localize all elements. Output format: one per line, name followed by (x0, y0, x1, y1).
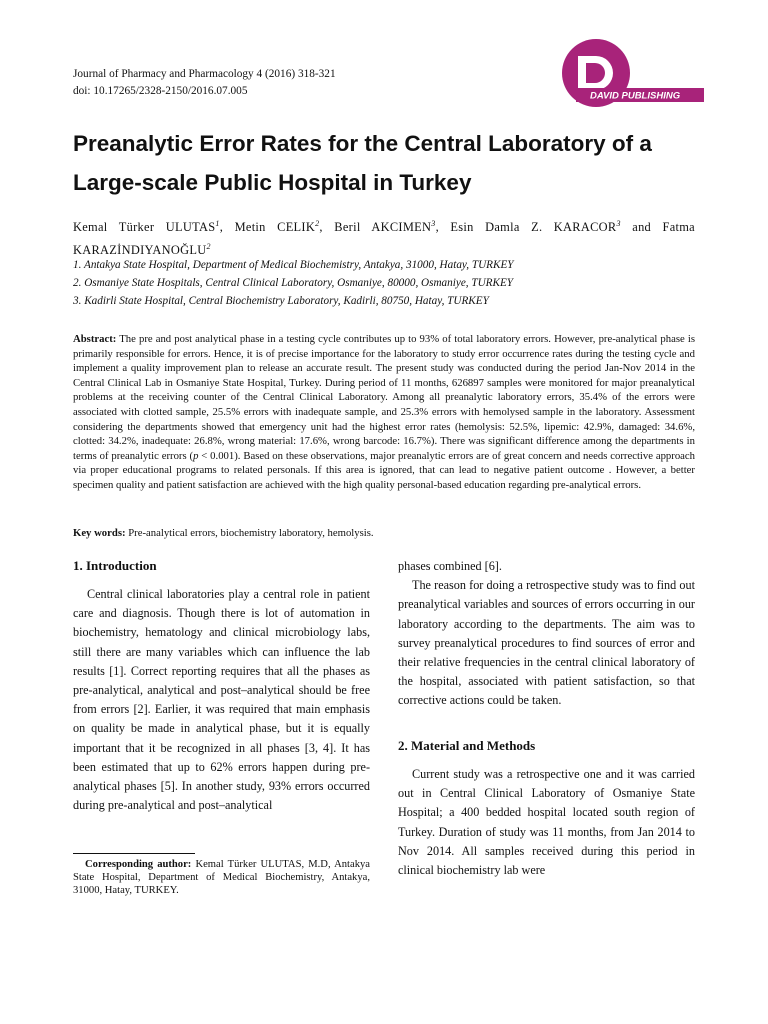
author-affiliation-mark: 1 (215, 219, 220, 228)
keywords (73, 527, 374, 539)
intro-paragraph: Central clinical laboratories play a central role in patient care and diagnosis. Though there is lot of automation in biochemistry, hematology and clinical microbiology labs, still there are many variables which can influence the lab results [1]. Correct reporting requires that all the phases as pre-analytical, analytical and post–analytical should be free from errors [2]. Earlier, it was required that main emphasis on quality be made in analytical phase, but it is equally important that it be recognized in all phases [3, 4]. It has been estimated that up to 62% errors happen during pre-analytical phases [5]. In another study, 93% errors occurred during pre-analytical and post–analytical (73, 587, 370, 813)
affiliation-2: 2. Osmaniye State Hospitals, Central Clinical Laboratory, Osmaniye, 80000, Osmaniye, TURKEY (73, 277, 514, 289)
author-affiliation-mark: 3 (431, 219, 436, 228)
affiliation-3: 3. Kadirli State Hospital, Central Biochemistry Laboratory, Kadirli, 80750, Hatay, TURKEY (73, 295, 489, 307)
right-column-bottom (398, 765, 695, 880)
methods-paragraph: Current study was a retrospective one and it was carried out in Central Clinical Laboratory of Osmaniye State Hospital; a 400 bedded hospital located south region of Turkey. Duration of study was 11 months, from Jan 2014 to Nov 2014. All samples received during this period in clinical biochemistry lab were (398, 767, 695, 878)
author-name: Metin CELIK (234, 220, 316, 235)
paper-title: Preanalytic Error Rates for the Central Laboratory of a Large-scale Public Hospital in Turkey (73, 131, 652, 195)
abstract-text-2: < 0.001). Based on these observations, major preanalytic errors are of great concern and needs corrective approach via proper educational programs to related personals. If this area is ignored, that can lead to negative patient outcome . However, a better specimen quality and patient satisfaction are achieved with the high quality personal-based education regarding pre-analytical errors. (73, 449, 696, 491)
corresponding-author-footnote (73, 858, 370, 898)
abstract-text-1: The pre and post analytical phase in a testing cycle contributes up to 93% of total laboratory errors. However, pre-analytical phase is primarily responsible for errors. Hence, it is of precise importance for the laboratory to study error occurrence rates during the testing cycle and implement a quality improvement plan to release an accurate result. The present study was conducted during the period Jan-Nov 2014 in the Central Clinical Lab in Osmaniye State Hospital, Turkey. During period of 11 months, 626897 samples were monitored for major preanalytical problems at the receiving counter of the Central Clinical Laboratory. Among all preanalytic laboratory errors, 35.4% of the errors were associated with clotted sample, 25.5% errors with inadequate sample, and 25.3% errors with hemolysed sample in the laboratory. Assessment considering the departments showed that emergency unit had the highest error rates (hemolysis: 52.5%, lipemic: 42.9%, damaged: 34.6%, clotted: 34.2%, inadequate: 26.8%, wrong material: 17.6%, wrong barcode: 16.7%). There was significant difference among the departments in terms of preanalytic errors ( (73, 333, 695, 462)
david-publishing-logo-icon (556, 38, 704, 116)
right-column-top (398, 557, 695, 711)
affiliation-1: 1. Antakya State Hospital, Department of Medical Biochemistry, Antakya, 31000, Hatay, TURKEY (73, 259, 514, 271)
keywords-text: Pre-analytical errors, biochemistry laboratory, hemolysis. (125, 527, 374, 539)
abstract (73, 332, 695, 493)
author-name: Esin Damla Z. KARACOR (450, 220, 617, 235)
author-affiliation-mark: 3 (616, 219, 621, 228)
publisher-logo (556, 38, 704, 116)
journal-citation: Journal of Pharmacy and Pharmacology 4 (2016) 318-321 (73, 68, 336, 80)
journal-header (73, 66, 336, 100)
author-name: Beril AKCIMEN (334, 220, 432, 235)
abstract-label: Abstract: (73, 333, 117, 345)
author-name: Kemal Türker ULUTAS (73, 220, 216, 235)
section-heading-methods: 2. Material and Methods (398, 738, 536, 753)
doi: doi: 10.17265/2328-2150/2016.07.005 (73, 85, 248, 97)
intro-continuation: phases combined [6]. (398, 559, 502, 573)
section-heading-introduction: 1. Introduction (73, 558, 157, 573)
left-column (73, 585, 370, 815)
author-affiliation-mark: 2 (206, 242, 211, 252)
footnote-text: Kemal Türker ULUTAS, M.D, Antakya State Hospital, Department of Medical Biochemistry, Antakya, 31000, Hatay, TURKEY. (73, 859, 371, 897)
footnote-label: Corresponding author: (85, 859, 192, 870)
reason-paragraph: The reason for doing a retrospective study was to find out preanalytical variables and sources of errors occurring in our laboratory according to the departments. The aim was to survey preanalytical procedures to find sources of error and their relative frequencies in the central clinical laboratory of the hospital, associated with patient satisfaction, so that corrective actions could be taken. (398, 578, 695, 708)
abstract-p-symbol: p (193, 449, 199, 462)
footnote-rule (73, 853, 195, 854)
author-list: Kemal Türker ULUTAS$^1$, Metin CELIK$^2$, Beril AKCIMEN$^3$, Esin Damla Z. KARACOR$^3$ and Fatma KARAZİNDIYANOĞLU$^2$ (73, 219, 695, 258)
author-affiliation-mark: 2 (315, 219, 320, 228)
keywords-label: Key words: (73, 527, 126, 539)
author-name: Fatma KARAZİNDIYANOĞLU (73, 220, 695, 258)
logo-text: DAVID PUBLISHING (590, 90, 681, 102)
